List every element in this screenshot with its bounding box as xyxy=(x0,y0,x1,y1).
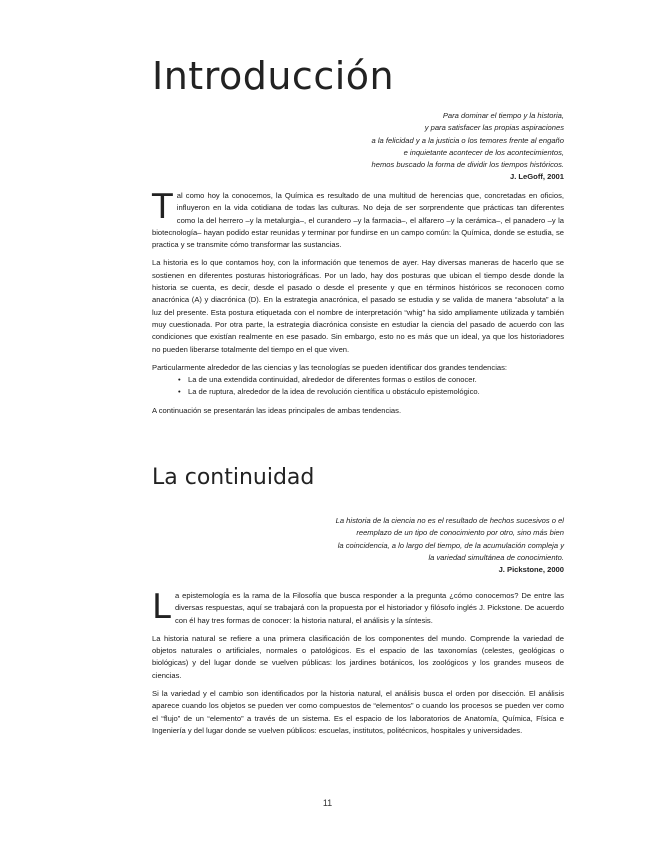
epigraph-attribution: J. LeGoff, 2001 xyxy=(509,172,564,182)
intro-paragraph-4: A continuación se presentarán las ideas principales de ambas tendencias. xyxy=(152,405,402,415)
drop-cap: L xyxy=(152,587,171,627)
epigraph-line: la variedad simultánea de conocimiento. xyxy=(428,552,564,562)
continuity-paragraph-2: La historia natural se refiere a una primera clasificación de los componentes del mundo. Comprende la variedad de objetos naturales o artificiales, normales o patológicos. Es el espacio de las taxonomías (celestes, geológicas o biológicas) y del lugar donde se vuelven públicas: los jardines botánicos, los zoológicos y los grandes museos de ciencias. xyxy=(152,633,564,680)
epigraph-attribution: J. Pickstone, 2000 xyxy=(498,565,564,575)
page-title: Introducción xyxy=(152,54,395,98)
continuity-body xyxy=(152,587,564,743)
continuity-paragraph-3: Si la variedad y el cambio son identificados por la historia natural, el análisis busca el orden por disección. El análisis aparece cuando los objetos se pueden ver como compuestos de “elementos” o cuando los procesos se pueden ver como el “flujo” de un “elemento” a través de un sistema. Es el espacio de los laboratorios de Anatomía, Química, Física e Ingeniería y del lugar donde se vuelven públicos: escuelas, institutos, politécnicos, hospitales y universidades. xyxy=(152,689,564,735)
epigraph-line: la coincidencia, a lo largo del tiempo, de la acumulación compleja y xyxy=(337,540,564,550)
list-item xyxy=(178,374,564,386)
list-item-text: La de una extendida continuidad, alrededor de diferentes formas o estilos de conocer. xyxy=(188,375,477,385)
continuity-paragraph-1 xyxy=(152,587,564,627)
epigraph-legoff xyxy=(372,110,564,184)
epigraph-line: a la felicidad y a la justicia o los temores frente al engaño xyxy=(371,135,564,145)
list-item xyxy=(178,386,564,398)
intro-paragraph-1 xyxy=(152,187,564,251)
intro-body xyxy=(152,187,564,423)
tendencies-list xyxy=(152,374,564,399)
intro-paragraph-2: La historia es lo que contamos hoy, con la información que tenemos de ayer. Hay diversas maneras de hacerlo que se sostienen en diferentes posturas historiográficas. Por un lado, hay dos posturas que ubican el tiempo desde donde la historia se cuenta, es decir, desde el pasado o desde el presente y que en términos históricos se reconocen como anacrónica (A) y diacrónica (D). En la estrategia anacrónica, el pasado se estudia y se valida de manera “absoluta” a la luz del presente. Esta postura etiquetada con el nombre de interpretación “whig” ha sido ampliamente utilizada y también muy cuestionada. Por otra parte, la estrategia diacrónica consiste en estudiar la ciencia del pasado de acuerdo con las condiciones que existían realmente en ese pasado. Sin embargo, esto no es más que un ideal, ya que los historiadores no pueden liberarse totalmente del tiempo en el que viven. xyxy=(152,258,564,354)
list-item-text: La de ruptura, alrededor de la idea de revolución científica u obstáculo epistemológico. xyxy=(188,387,480,397)
epigraph-line: e inquietante acontecer de los acontecimientos, xyxy=(403,147,564,157)
section-title: La continuidad xyxy=(152,465,315,490)
intro-paragraph-3: Particularmente alrededor de las ciencias y las tecnologías se pueden identificar dos grandes tendencias: xyxy=(152,362,508,372)
epigraph-line: reemplazo de un tipo de conocimiento por otro, sino más bien xyxy=(356,528,564,538)
bullet-icon: • xyxy=(178,375,181,385)
epigraph-line: La historia de la ciencia no es el resultado de hechos sucesivos o el xyxy=(335,516,564,525)
page-number: 11 xyxy=(322,798,333,808)
paragraph-text: a epistemología es la rama de la Filosofía que busca responder a la pregunta ¿cómo conocemos? De entre las diversas respuestas, aquí se trabajará con la propuesta por el historiador y filósofo inglés J. Pickstone. De acuerdo con él hay tres formas de conocer: la historia natural, el análisis y la síntesis. xyxy=(174,591,564,625)
epigraph-pickstone xyxy=(336,515,564,576)
epigraph-line: Para dominar el tiempo y la historia, xyxy=(442,111,564,120)
epigraph-line: hemos buscado la forma de dividir los tiempos históricos. xyxy=(371,160,564,170)
drop-cap: T xyxy=(152,187,173,227)
bullet-icon: • xyxy=(178,387,181,397)
paragraph-text: al como hoy la conocemos, la Química es resultado de una multitud de herencias que, concretadas en oficios, influyeron en la vida cotidiana de todas las culturas. No deja de ser sorprendente que prácticas tan diferentes como la del herrero –y la metalurgia–, el curandero –y la farmacia–, el alfarero –y la cerámica–, el panadero –y la biotecnología– hayan podido estar reunidas y terminar por fundirse en un campo común: la Química, donde se estudia, se practica y se transmite cómo transformar las sustancias. xyxy=(152,191,564,250)
epigraph-line: y para satisfacer las propias aspiraciones xyxy=(424,123,564,133)
